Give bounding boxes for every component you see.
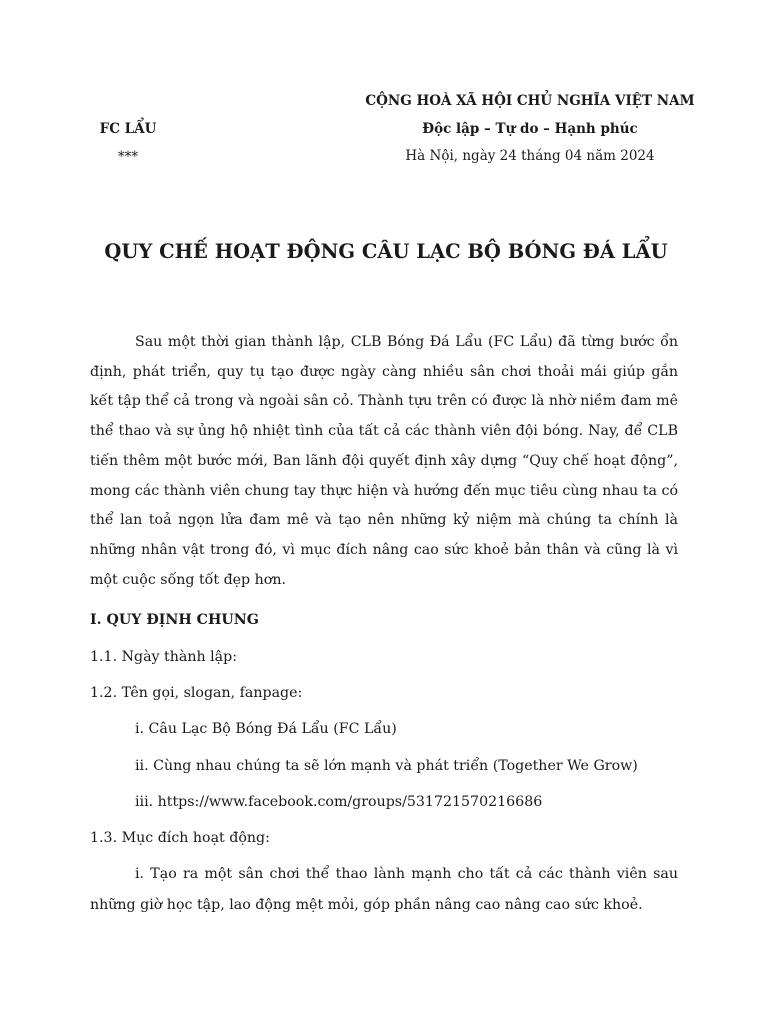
document-title: QUY CHẾ HOẠT ĐỘNG CÂU LẠC BỘ BÓNG ĐÁ LẨU <box>104 240 668 263</box>
place-date: Hà Nội, ngày 24 tháng 04 năm 2024 <box>405 148 655 164</box>
item-1-3-i: i. Tạo ra một sân chơi thể thao lành mạnh cho tất cả các thành viên sau những giờ học tập, lao động mệt mỏi, góp phần nâng cao nâng cao sức khoẻ. <box>90 866 678 913</box>
intro-paragraph: Sau một thời gian thành lập, CLB Bóng Đá Lẩu (FC Lẩu) đã từng bước ổn định, phát triển, quy tụ tạo được ngày càng nhiều sân chơi thoải mái giúp gắn kết tập thể cả trong và ngoài sân cỏ. Thành tựu trên có được là nhờ niềm đam mê thể thao và sự ủng hộ nhiệt tình của tất cả các thành viên đội bóng. Nay, để CLB tiến thêm một bước mới, Ban lãnh đội quyết định xây dựng “Quy chế hoạt động”, mong các thành viên chung tay thực hiện và hướng đến mục tiêu cùng nhau ta có thể lan toả ngọn lửa đam mê và tạo nên những kỷ niệm mà chúng ta chính là những nhân vật trong đó, vì mục đích nâng cao sức khoẻ bản thân và cũng là vì một cuộc sống tốt đẹp hơn. <box>90 334 678 588</box>
republic-heading: CỘNG HOÀ XÃ HỘI CHỦ NGHĨA VIỆT NAM <box>365 93 695 109</box>
item-1-2: 1.2. Tên gọi, slogan, fanpage: <box>90 685 303 701</box>
item-1-3: 1.3. Mục đích hoạt động: <box>90 830 270 846</box>
item-1-2-ii: ii. Cùng nhau chúng ta sẽ lớn mạnh và phát triển (Together We Grow) <box>135 758 638 774</box>
fanpage-link[interactable]: iii. https://www.facebook.com/groups/531721570216686 <box>135 794 543 810</box>
motto: Độc lập – Tự do – Hạnh phúc <box>422 121 638 137</box>
organization-name: FC LẨU <box>99 121 157 137</box>
item-1-2-i: i. Câu Lạc Bộ Bóng Đá Lẩu (FC Lẩu) <box>135 721 397 737</box>
section-heading: I. QUY ĐỊNH CHUNG <box>90 612 259 628</box>
organization-mark: *** <box>117 149 139 165</box>
item-1-1: 1.1. Ngày thành lập: <box>90 649 238 665</box>
